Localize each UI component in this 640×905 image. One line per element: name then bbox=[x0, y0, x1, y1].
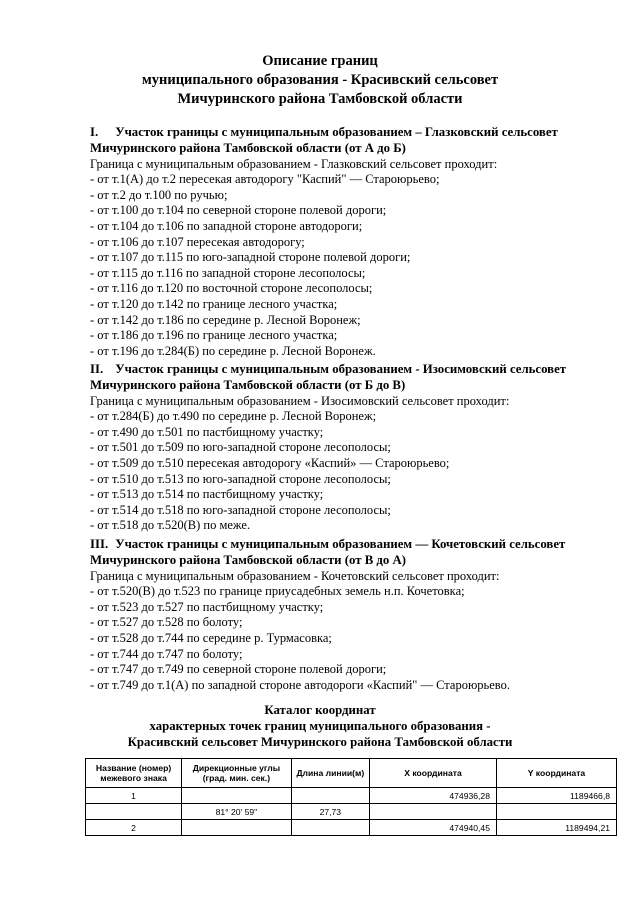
cell-length bbox=[291, 820, 369, 836]
catalog-line-1: Каталог координат bbox=[264, 703, 376, 717]
cell-name: 1 bbox=[86, 788, 182, 804]
header-angle: Дирекционные углы (град. мин. сек.) bbox=[182, 759, 292, 788]
boundary-item: - от т.284(Б) до т.490 по середине р. Лесной Воронеж; bbox=[90, 409, 377, 424]
boundary-item: - от т.747 до т.749 по северной стороне полевой дороги; bbox=[90, 662, 387, 677]
table-row bbox=[86, 820, 617, 836]
cell-length bbox=[291, 788, 369, 804]
section-heading bbox=[90, 362, 610, 378]
boundary-item: - от т.107 до т.115 по юго-западной стороне полевой дороги; bbox=[90, 250, 411, 265]
table-header-row bbox=[86, 759, 617, 788]
header-y: Y координата bbox=[496, 759, 616, 788]
boundary-item: - от т.104 до т.106 по западной стороне автодороги; bbox=[90, 218, 363, 233]
coordinates-table bbox=[85, 758, 617, 836]
section-number: II. bbox=[90, 362, 104, 376]
cell-angle: 81° 20' 59" bbox=[182, 804, 292, 820]
boundary-item: - от т.186 до т.196 по границе лесного участка; bbox=[90, 328, 338, 343]
catalog-line-3: Красивский сельсовет Мичуринского района Тамбовской области bbox=[127, 735, 513, 749]
header-name: Название (номер) межевого знака bbox=[86, 759, 182, 788]
cell-y: 1189494,21 bbox=[496, 820, 616, 836]
section-number: I. bbox=[90, 125, 99, 139]
boundary-item: - от т.744 до т.747 по болоту; bbox=[90, 646, 243, 661]
boundary-item: - от т.196 до т.284(Б) по середине р. Лесной Воронеж. bbox=[90, 343, 376, 358]
section-heading-line-1: Участок границы с муниципальным образованием – Глазковский сельсовет bbox=[115, 125, 558, 139]
boundary-item: - от т.528 до т.744 по середине р. Турмасовка; bbox=[90, 630, 332, 645]
title-line-3: Мичуринского района Тамбовской области bbox=[177, 91, 463, 107]
title-line-2: муниципального образования - Красивский сельсовет bbox=[141, 72, 499, 88]
header-x: X координата bbox=[370, 759, 497, 788]
boundary-item: - от т.490 до т.501 по пастбищному участку; bbox=[90, 424, 324, 439]
document-title bbox=[0, 52, 640, 109]
section-intro: Граница с муниципальным образованием - Изосимовский сельсовет проходит: bbox=[90, 393, 510, 408]
boundary-item: - от т.523 до т.527 по пастбищному участку; bbox=[90, 599, 324, 614]
cell-x: 474940,45 bbox=[370, 820, 497, 836]
catalog-title bbox=[0, 702, 640, 750]
cell-name: 2 bbox=[86, 820, 182, 836]
section-heading bbox=[90, 537, 610, 553]
section-2 bbox=[90, 362, 610, 534]
boundary-item: - от т.116 до т.120 по восточной стороне лесополосы; bbox=[90, 281, 373, 296]
catalog-line-2: характерных точек границ муниципального образования - bbox=[149, 719, 491, 733]
cell-y: 1189466,8 bbox=[496, 788, 616, 804]
cell-angle bbox=[182, 788, 292, 804]
section-intro: Граница с муниципальным образованием - Кочетовский сельсовет проходит: bbox=[90, 568, 500, 583]
boundary-item: - от т.514 до т.518 по юго-западной стороне лесополосы; bbox=[90, 502, 391, 517]
boundary-item: - от т.520(В) до т.523 по границе приусадебных земель н.п. Кочетовка; bbox=[90, 584, 465, 599]
boundary-item: - от т.115 до т.116 по западной стороне лесополосы; bbox=[90, 265, 366, 280]
section-heading-line-2: Мичуринского района Тамбовской области (от Б до В) bbox=[90, 377, 406, 392]
boundary-item: - от т.106 до т.107 пересекая автодорогу; bbox=[90, 234, 305, 249]
cell-y bbox=[496, 804, 616, 820]
section-heading-line-1: Участок границы с муниципальным образованием — Кочетовский сельсовет bbox=[115, 537, 566, 551]
cell-x: 474936,28 bbox=[370, 788, 497, 804]
boundary-item: - от т.509 до т.510 пересекая автодорогу «Каспий» — Староюрьево; bbox=[90, 455, 450, 470]
title-line-1: Описание границ bbox=[262, 53, 378, 69]
table-row bbox=[86, 804, 617, 820]
section-heading bbox=[90, 125, 610, 141]
boundary-item: - от т.100 до т.104 по северной стороне полевой дороги; bbox=[90, 203, 387, 218]
section-3 bbox=[90, 537, 610, 693]
section-heading-line-2: Мичуринского района Тамбовской области (от В до А) bbox=[90, 552, 407, 567]
boundary-item: - от т.501 до т.509 по юго-западной стороне лесополосы; bbox=[90, 440, 391, 455]
boundary-item: - от т.142 до т.186 по середине р. Лесной Воронеж; bbox=[90, 312, 361, 327]
boundary-item: - от т.1(А) до т.2 пересекая автодорогу "Каспий" — Староюрьево; bbox=[90, 172, 440, 187]
cell-name bbox=[86, 804, 182, 820]
table-row bbox=[86, 788, 617, 804]
boundary-item: - от т.510 до т.513 по юго-западной стороне лесополосы; bbox=[90, 471, 391, 486]
boundary-item: - от т.120 до т.142 по границе лесного участка; bbox=[90, 296, 338, 311]
header-length: Длина линии(м) bbox=[291, 759, 369, 788]
boundary-item: - от т.513 до т.514 по пастбищному участку; bbox=[90, 487, 324, 502]
section-number: III. bbox=[90, 537, 109, 551]
section-heading-line-1: Участок границы с муниципальным образованием - Изосимовский сельсовет bbox=[115, 362, 567, 376]
section-1 bbox=[90, 125, 610, 359]
section-intro: Граница с муниципальным образованием - Глазковский сельсовет проходит: bbox=[90, 156, 498, 171]
section-heading-line-2: Мичуринского района Тамбовской области (от А до Б) bbox=[90, 140, 406, 155]
cell-angle bbox=[182, 820, 292, 836]
boundary-item: - от т.527 до т.528 по болоту; bbox=[90, 615, 243, 630]
cell-length: 27,73 bbox=[291, 804, 369, 820]
boundary-item: - от т.749 до т.1(А) по западной стороне автодороги «Каспий" — Староюрьево. bbox=[90, 677, 510, 692]
boundary-item: - от т.2 до т.100 по ручью; bbox=[90, 187, 228, 202]
cell-x bbox=[370, 804, 497, 820]
boundary-item: - от т.518 до т.520(В) по меже. bbox=[90, 518, 251, 533]
